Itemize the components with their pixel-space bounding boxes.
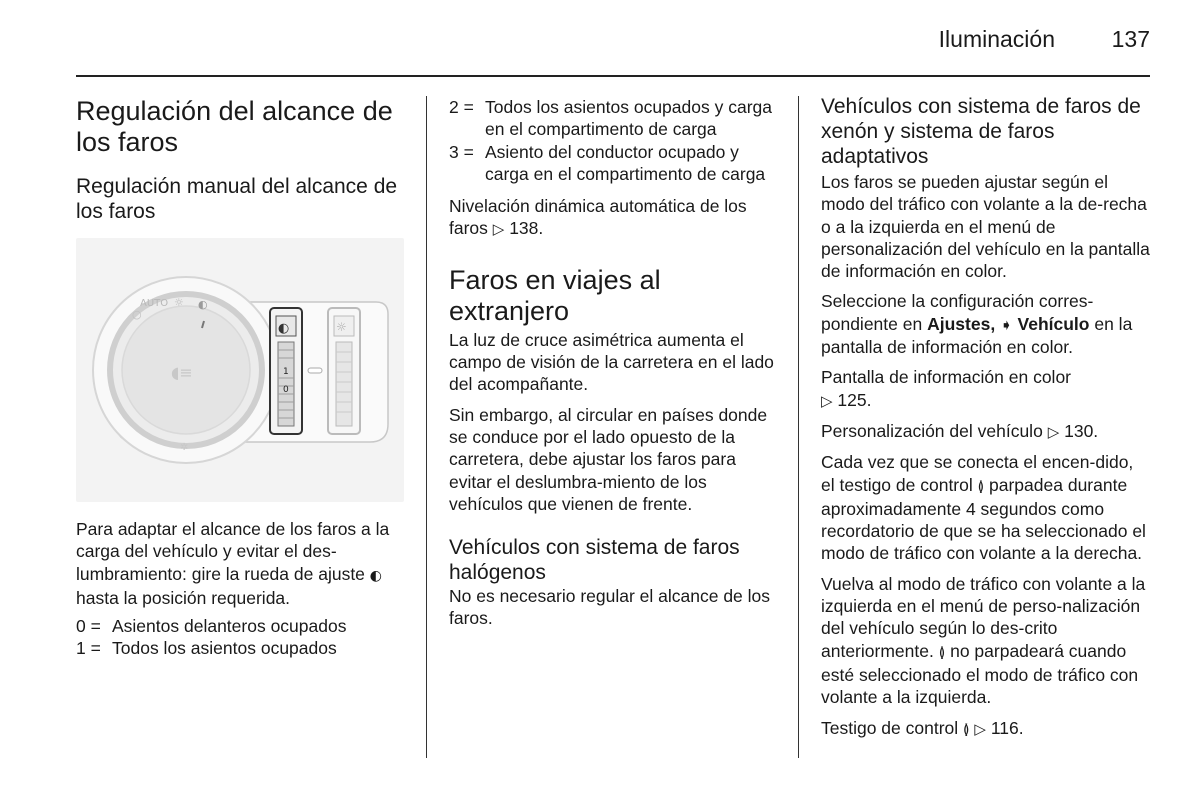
list-item: 1 = Todos los asientos ocupados <box>76 638 337 659</box>
page-ref-arrow-icon: ▷ <box>821 391 833 410</box>
light-switch-illustration <box>76 238 404 502</box>
settings-menu-link[interactable]: Ajustes <box>927 313 991 334</box>
page-ref-link[interactable]: 138. <box>509 218 544 239</box>
page-ref-arrow-icon: ▷ <box>1047 422 1060 441</box>
list-item: 3 = Asiento del conductor ocupado y carga en el compartimento de carga <box>449 141 766 184</box>
header-title: Iluminación <box>938 26 1055 52</box>
section-heading-abroad: Faros en viajes al extranjero <box>449 264 661 326</box>
vehicle-menu-link[interactable]: Vehículo <box>1017 313 1090 334</box>
paragraph-indicator-ref: Testigo de control ≬ ▷ 116. <box>821 717 1024 738</box>
svg-text:○: ○ <box>132 308 142 321</box>
headlight-range-symbol-icon: ◐ <box>369 567 383 584</box>
column-2 <box>449 92 781 630</box>
column-3 <box>821 92 1151 741</box>
column-divider-1 <box>426 96 427 758</box>
range-settings-list-cont <box>449 96 781 185</box>
paragraph-select-settings: Seleccione la configuración corres-pondiente en Ajustes, ➧ Vehículo en la pantalla de información en color. <box>821 291 1133 358</box>
list-item: 0 = Asientos delanteros ocupados <box>76 616 347 637</box>
menu-arrow-icon: ➧ <box>1000 315 1013 334</box>
page-number: 137 <box>1111 26 1150 52</box>
svg-text:◐: ◐ <box>198 298 208 311</box>
svg-text:1: 1 <box>283 367 289 377</box>
instrument-illumination-icon: ☼ <box>336 320 347 334</box>
paragraph-return-mode: Vuelva al modo de tráfico con volante a la izquierda en el menú de perso-nalización del vehículo según lo des-crito anteriormente. ≬ no parpadeará cuando esté seleccionado el modo de tráfico con volante a la izquierda. <box>821 573 1146 708</box>
svg-text:✲: ✲ <box>180 442 189 453</box>
auto-label: AUTO <box>140 298 169 309</box>
control-indicator-icon: ≬ <box>977 478 985 495</box>
paragraph-halogen: No es necesario regular el alcance de los faros. <box>449 586 771 629</box>
subsection-heading-manual-range: Regulación manual del alcance de los faros <box>76 175 398 223</box>
svg-text:☼: ☼ <box>174 296 184 309</box>
paragraph-ignition-warning: Cada vez que se conecta el encen-dido, el testigo de control ≬ parpadea durante aproximadamente 4 segundos como recordatorio de que se ha seleccionado el modo de tráfico con volante a la derecha. <box>821 452 1146 564</box>
page-ref-link[interactable]: 116. <box>990 717 1024 738</box>
section-heading-headlight-range: Regulación del alcance de los faros <box>76 96 393 157</box>
paragraph-asymmetric-beam: La luz de cruce asimétrica aumenta el campo de visión de la carretera en el lado del acompañante. <box>449 329 774 395</box>
subsection-heading-halogen: Vehículos con sistema de faros halógenos <box>449 536 740 585</box>
column-divider-2 <box>798 96 799 758</box>
subsection-heading-xenon: Vehículos con sistema de faros de xenón y sistema de faros adaptativos <box>821 95 1141 168</box>
header-rule <box>76 75 1150 77</box>
page-ref-arrow-icon: ▷ <box>492 220 505 239</box>
paragraph-traffic-mode: Los faros se pueden ajustar según el modo del tráfico con volante a la de-recha o a la izquierda en el menú de personalización del vehículo en la pantalla de información en color. <box>821 172 1150 282</box>
paragraph-color-display-ref: Pantalla de información en color ▷ 125. <box>821 367 1072 410</box>
list-item: 2 = Todos los asientos ocupados y carga en el compartimento de carga <box>449 97 772 140</box>
paragraph-personalization-ref: Personalización del vehículo ▷ 130. <box>821 420 1099 441</box>
fog-light-icon: ◖≡ <box>171 363 193 382</box>
light-switch-svg <box>76 238 404 502</box>
page-ref-link[interactable]: 125. <box>837 389 872 410</box>
headlight-range-icon: ◐ <box>278 321 290 336</box>
page-ref-link[interactable]: 130. <box>1064 420 1099 441</box>
control-indicator-icon: ≬ <box>938 644 946 661</box>
control-indicator-icon: ≬ <box>963 721 970 738</box>
paragraph-other-side: Sin embargo, al circular en países donde se conduce por el lado opuesto de la carretera, debe ajustar los faros para evitar el deslumbra-miento de los vehículos que vienen de frente. <box>449 404 768 514</box>
dimmer-wheel <box>336 342 352 426</box>
paragraph-dynamic-leveling: Nivelación dinámica automática de los faros ▷ 138. <box>449 196 747 239</box>
page-ref-arrow-icon: ▷ <box>974 719 986 738</box>
svg-text:0: 0 <box>283 385 289 395</box>
range-settings-list <box>76 615 406 660</box>
paragraph-adjust-range: Para adaptar el alcance de los faros a la carga del vehículo y evitar el des-lumbramiento: gire la rueda de ajuste ◐ hasta la posición requerida. <box>76 519 390 608</box>
headlight-range-wheel <box>278 342 294 426</box>
column-1 <box>76 92 406 660</box>
